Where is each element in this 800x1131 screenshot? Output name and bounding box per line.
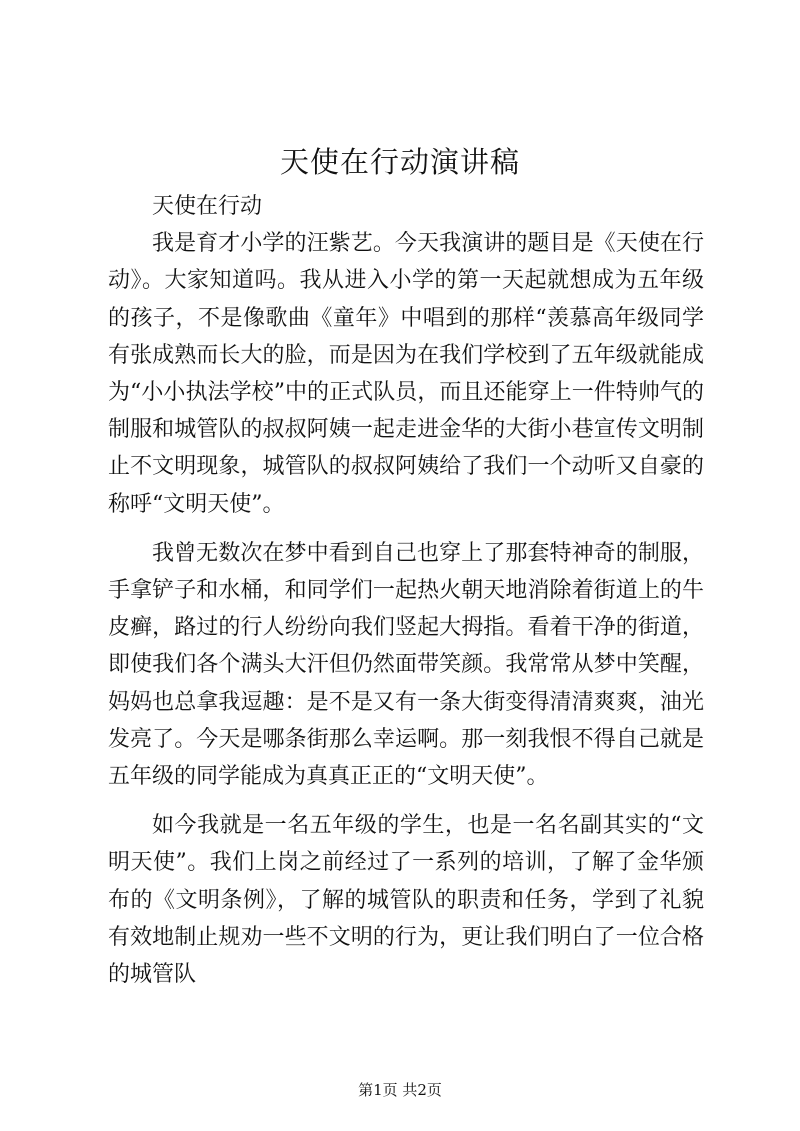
document-body — [108, 188, 704, 1005]
paragraph-2: 我曾无数次在梦中看到自己也穿上了那套特神奇的制服，手拿铲子和水桶，和同学们一起热火朝天地消除着街道上的牛皮癣，路过的行人纷纷向我们竖起大拇指。看着干净的街道，即使我们各个满头大汗但仍然面带笑颜。我常常从梦中笑醒，妈妈也总拿我逗趣：是不是又有一条大街变得清清爽爽，油光发亮了。今天是哪条街那么幸运啊。那一刻我恨不得自己就是五年级的同学能成为真真正正的“文明天使”。 — [108, 540, 704, 790]
paragraph-3: 如今我就是一名五年级的学生，也是一名名副其实的“文明天使”。我们上岗之前经过了一系列的培训，了解了金华颁布的《文明条例》，了解的城管队的职责和任务，学到了礼貌有效地制止规劝一些不文明的行为，更让我们明白了一位合格的城管队 — [108, 813, 704, 988]
document-subtitle: 天使在行动 — [152, 194, 263, 219]
document-title: 天使在行动演讲稿 — [279, 145, 520, 179]
page-number-footer: 第1页 共2页 — [358, 1081, 442, 1099]
paragraph-1: 我是育才小学的汪紫艺。今天我演讲的题目是《天使在行动》。大家知道吗。我从进入小学的第一天起就想成为五年级的孩子，不是像歌曲《童年》中唱到的那样“羡慕高年级同学有张成熟而长大的脸，而是因为在我们学校到了五年级就能成为“小小执法学校”中的正式队员，而且还能穿上一件特帅气的制服和城管队的叔叔阿姨一起走进金华的大街小巷宣传文明制止不文明现象，城管队的叔叔阿姨给了我们一个动听又自豪的称呼“文明天使”。 — [108, 231, 704, 517]
